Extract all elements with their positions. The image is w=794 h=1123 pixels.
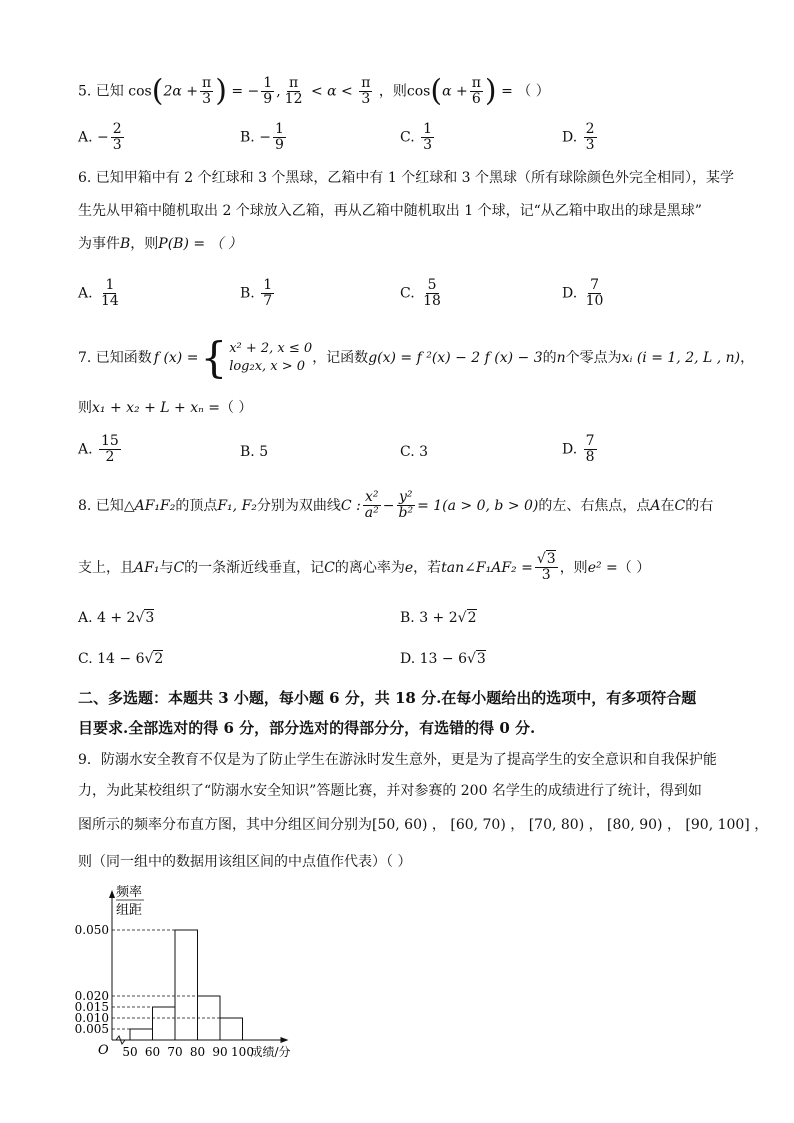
q6-line-2: 生先从甲箱中随机取出 2 个球放入乙箱，再从乙箱中随机取出 1 个球，记“从乙箱中取出的球是黑球” (78, 203, 702, 219)
q7-option-a[interactable]: A. $\frac{15}{2}$ (78, 433, 119, 465)
histogram-bar (153, 1007, 176, 1040)
q7-piecewise: { x² + 2, x ≤ 0 log₂x, x > 0 (200, 333, 313, 382)
q6-line-1: 6. 已知甲箱中有 2 个红球和 3 个黑球，乙箱中有 1 个红球和 3 个黑球（所有球除颜色外完全相同），某学 (78, 170, 735, 186)
q5-cos: cos (128, 83, 152, 100)
origin-label: O (98, 1043, 109, 1058)
q6-line-3: 为事件B，则P(B) = （ ） (78, 236, 243, 252)
q5-frac-pi3b: $\frac{\pi}{3}$ (361, 75, 371, 107)
q9-line-1: 9．防溺水安全教育不仅是为了防止学生在游泳时发生意外，更是为了提高学生的安全意识和自我保护能 (78, 752, 717, 768)
x-tick-label: 90 (212, 1045, 228, 1059)
q8-option-c[interactable]: C. 14 − 6√2 (78, 651, 164, 667)
x-tick-label: 80 (189, 1045, 206, 1059)
x-tick-label: 50 (122, 1045, 138, 1059)
y-tick-label: 0.005 (74, 1022, 109, 1036)
x-axis-label: 成绩/分 (250, 1045, 291, 1059)
q5-option-a[interactable]: A. − $\frac{2}{3}$ (78, 121, 122, 153)
q7-option-b[interactable]: B. 5 (240, 444, 269, 460)
histogram-bar (175, 930, 198, 1040)
q9-line-3: 图所示的频率分布直方图，其中分组区间分别为[50, 60) ， [60, 70) ， [70, 80) ， [80, 90) ， [90, 100] ， (78, 817, 769, 833)
q9-line-2: 力，为此某校组织了“防溺水安全知识”答题比赛，并对参赛的 200 名学生的成绩进行了统计，得到如 (78, 783, 702, 799)
y-tick-label: 0.010 (74, 1011, 109, 1025)
histogram-bar (130, 1029, 153, 1040)
y-tick-label: 0.015 (74, 1000, 109, 1014)
q7-stem: 7. 已知函数 f (x) = { x² + 2, x ≤ 0 log₂x, x > 0 ，记函数 g(x) = f ²(x) − 2 f (x) − 3 的 n 个零点为 xᵢ (i = 1, 2, L , n) ， (78, 333, 755, 382)
q9-intervals: [50, 60) ， [60, 70) ， [70, 80) ， [80, 90) ， [90, 100] ， (372, 817, 769, 833)
q6-option-a[interactable]: A. $\frac{1}{14}$ (78, 277, 119, 309)
y-axis-arrow (109, 890, 115, 898)
q8-line-2: 支上，且 AF₁ 与 C 的一条渐近线垂直，记 C 的离心率为 e ，若 tan∠F₁AF₂ = $\frac{√3}{3}$ ，则 e² = （ ） (78, 551, 651, 583)
q9-line-4: 则（同一组中的数据用该组区间的中点值作代表）（ ） (78, 854, 412, 870)
x-tick-label: 60 (144, 1045, 161, 1059)
section-2-heading: 二、多选题：本题共 3 小题，每小题 6 分，共 18 分.在每小题给出的选项中，有多项符合题 (78, 689, 697, 707)
q5-option-d[interactable]: D. $\frac{2}{3}$ (562, 121, 595, 153)
y-label-bottom: 组距 (116, 903, 143, 918)
q5-option-c[interactable]: C. $\frac{1}{3}$ (400, 121, 433, 153)
frequency-histogram (70, 880, 330, 1070)
q5-frac-pi6: $\frac{\pi}{6}$ (471, 75, 481, 107)
q5-eq: = − (231, 83, 260, 100)
q5-frac-1-9: $\frac{1}{9}$ (263, 75, 273, 107)
q5-number: 5. 已知 (78, 83, 124, 100)
q5-frac-pi3: $\frac{\pi}{3}$ (202, 75, 212, 107)
x-axis-arrow (281, 1037, 289, 1043)
q5-frac-pi12: $\frac{\pi}{12}$ (284, 75, 303, 107)
q8-option-a[interactable]: A. 4 + 2√3 (78, 610, 155, 626)
x-tick-label: 100 (231, 1045, 254, 1059)
q6-option-c[interactable]: C. $\frac{5}{18}$ (400, 277, 441, 309)
q5-stem: 5. 已知 cos(2α + $\frac{\pi}{3}$ ) = − $\frac{1}{9}$ , $\frac{\pi}{12}$ < α < $\frac{\pi}{3}$ ，则cos(α + $\frac{\pi}{6}$ ) = （ ） (78, 73, 550, 109)
q5-arg-a: 2α + (163, 83, 198, 100)
q6-option-d[interactable]: D. $\frac{7}{10}$ (562, 277, 604, 309)
q8-option-b[interactable]: B. 3 + 2√2 (400, 610, 477, 626)
q6-option-b[interactable]: B. $\frac{1}{7}$ (240, 277, 273, 309)
q5-tail: = （ ） (501, 83, 550, 100)
histogram-bar (220, 1018, 243, 1040)
q8-option-d[interactable]: D. 13 − 6√3 (400, 651, 486, 667)
q5-option-b[interactable]: B. − $\frac{1}{9}$ (240, 121, 284, 153)
q8-line-1: 8. 已知 △AF₁F₂ 的顶点 F₁, F₂ 分别为双曲线 C : $\frac{\text{x²}}{\text{a²}}$ − $\frac{\text{y²}}{\text{b²}}$ = 1(a > 0, b > 0) 的左、右焦点，点 A 在 C 的右 (78, 489, 714, 521)
x-tick-label: 70 (167, 1045, 183, 1059)
y-label-top: 频率 (116, 885, 143, 900)
section-2-rules: 目要求.全部选对的得 6 分，部分选对的得部分分，有选错的得 0 分. (78, 719, 536, 737)
q5-arg-b: α + (442, 83, 468, 100)
q7-option-d[interactable]: D. $\frac{7}{8}$ (562, 433, 595, 465)
y-tick-label: 0.020 (74, 989, 109, 1003)
q7-line-2: 则x₁ + x₂ + L + xₙ =（ ） (78, 400, 253, 416)
y-tick-label: 0.050 (74, 923, 109, 937)
q5-range: < α < (310, 83, 353, 100)
q5-then: ，则 (378, 83, 407, 100)
q7-option-c[interactable]: C. 3 (400, 444, 429, 460)
